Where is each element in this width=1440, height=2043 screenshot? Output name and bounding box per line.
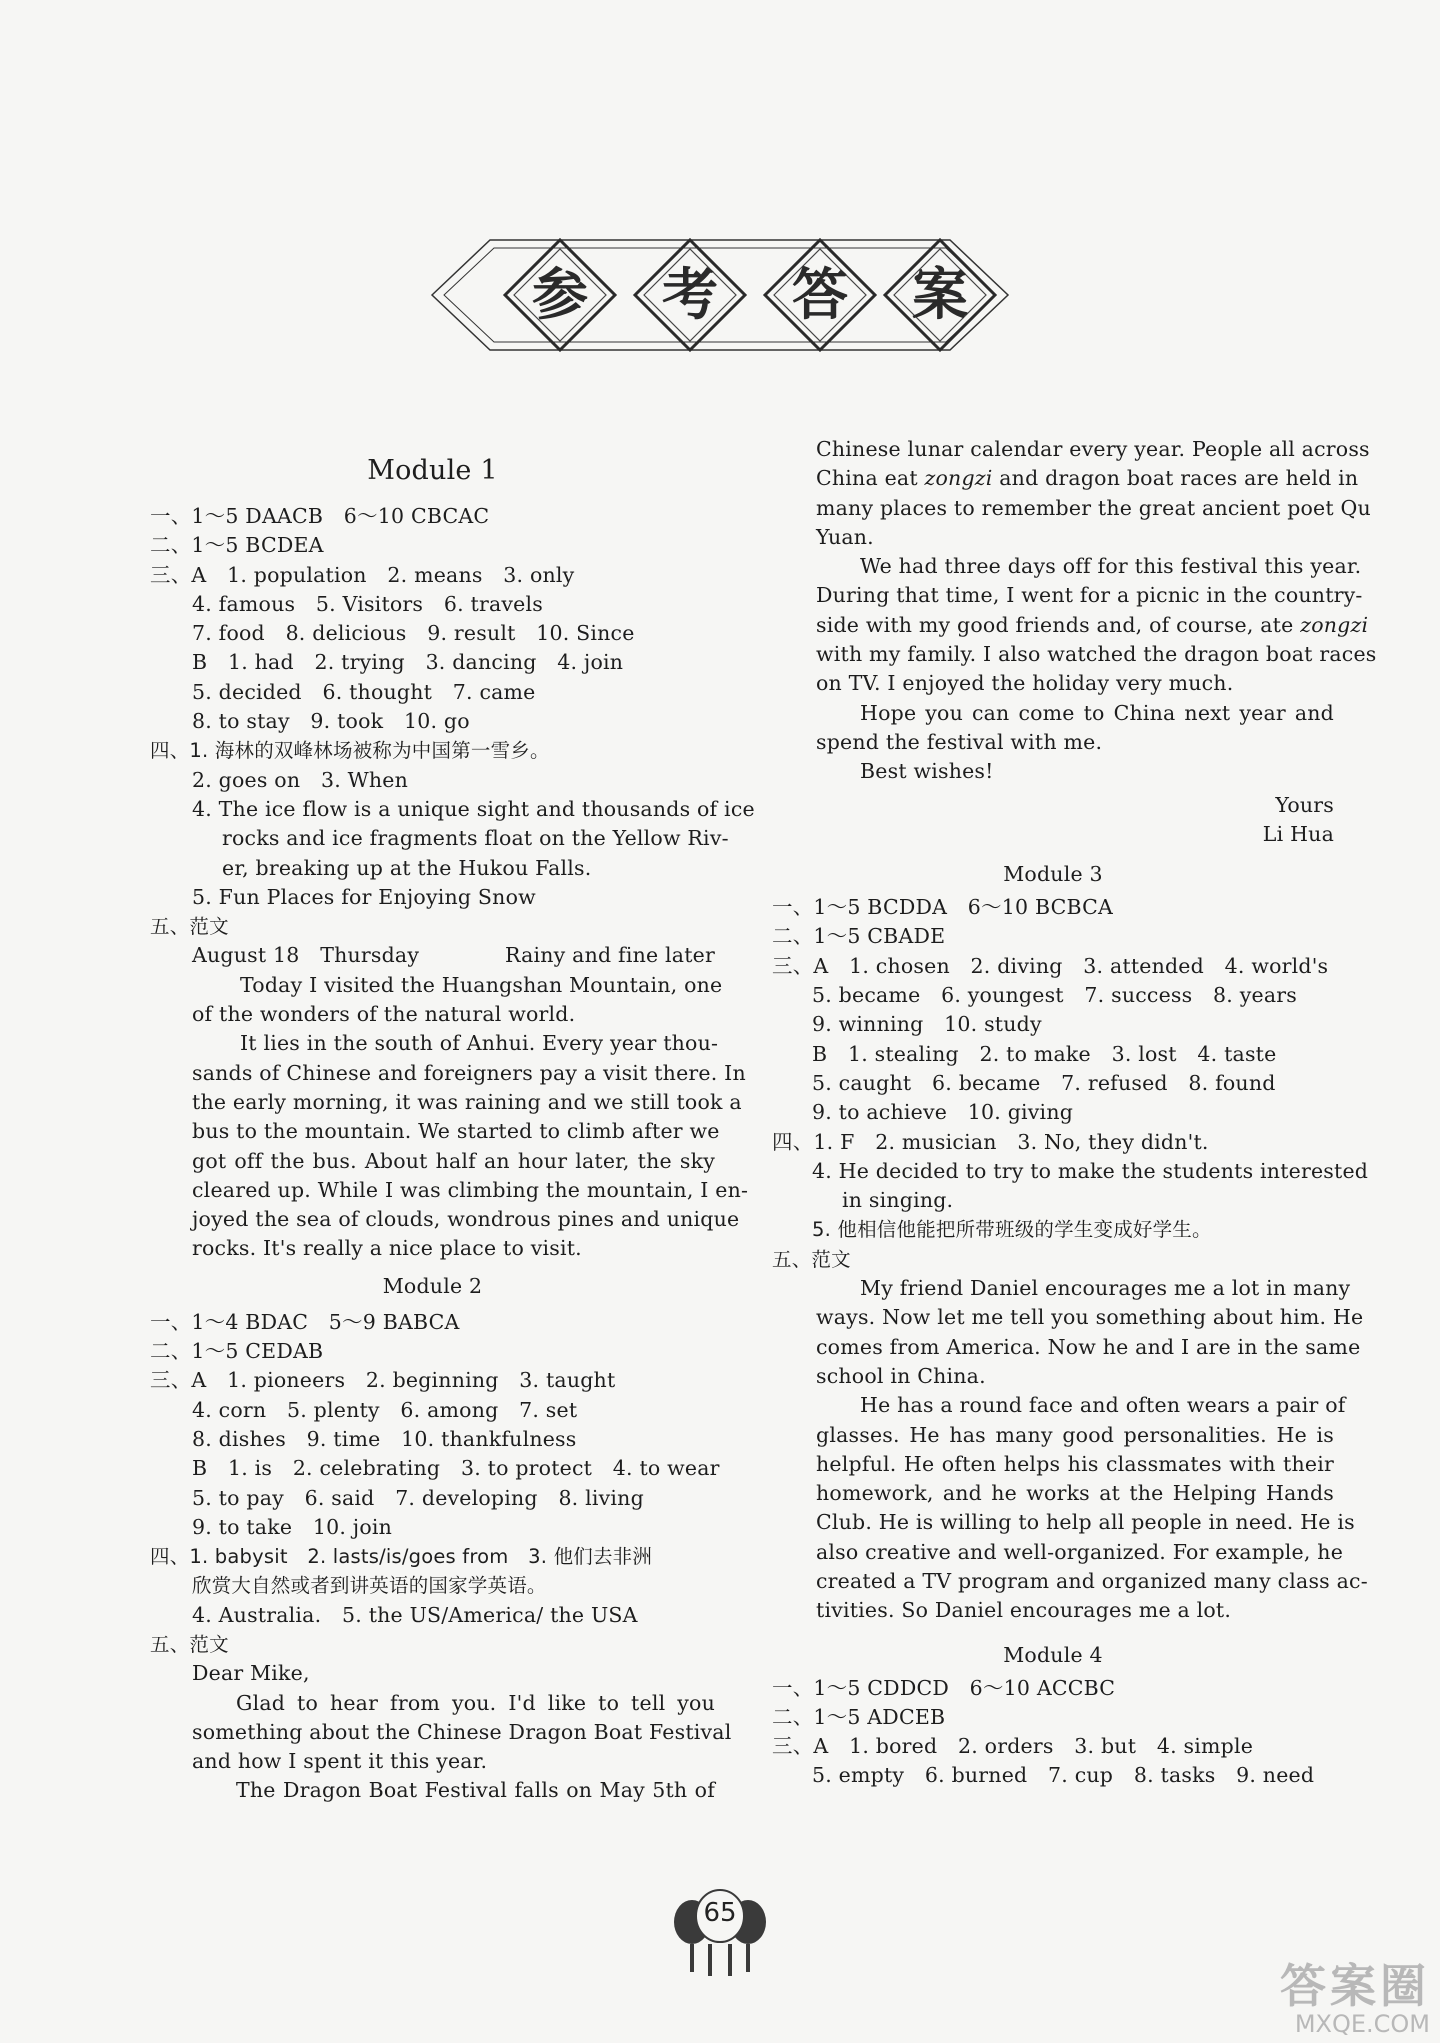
essay-line: joyed the sea of clouds, wondrous pines and unique (192, 1207, 740, 1232)
m1-answer-line: rocks and ice fragments float on the Yellow Riv- (222, 826, 729, 851)
module-3-title: Module 3 (1003, 862, 1103, 887)
m3-answer-line: 9. to achieve 10. giving (812, 1100, 1074, 1125)
module-4-title: Module 4 (1003, 1642, 1103, 1667)
essay-line: Hope you can come to China next year and (860, 700, 1334, 725)
essay-line: ways. Now let me tell you something about him. He (816, 1305, 1364, 1330)
m3-section-2: 二、1～5 CBADE (772, 924, 946, 949)
right-column (772, 435, 1377, 1791)
m1-section-4: 四、1. 海林的双峰林场被称为中国第一雪乡。 (150, 739, 550, 763)
essay-line: also creative and well-organized. For example, he (816, 1539, 1344, 1564)
page-number-text: 65 (703, 1898, 737, 1928)
watermark (1280, 1961, 1430, 2037)
m1-answer-line: 7. food 8. delicious 9. result 10. Since (192, 621, 635, 646)
essay-line: on TV. I enjoyed the holiday very much. (816, 671, 1234, 696)
m3-answer-line: 5. became 6. youngest 7. success 8. years (812, 983, 1297, 1008)
essay-line: Glad to hear from you. I'd like to tell you (236, 1690, 715, 1715)
diary-header (150, 941, 715, 970)
m3-section-1: 一、1～5 BCDDA 6～10 BCBCA (772, 895, 1114, 920)
essay-line: comes from America. Now he and I are in the same (816, 1334, 1361, 1359)
header-char-3: 答 (792, 262, 848, 328)
essay-line: We had three days off for this festival this year. (860, 554, 1362, 579)
m1-answer-line: 2. goes on 3. When (192, 767, 409, 792)
m3-section-3b: B 1. stealing 2. to make 3. lost 4. taste (812, 1041, 1277, 1066)
diary-weather: Rainy and fine later (505, 943, 715, 968)
essay-line: school in China. (816, 1363, 986, 1388)
essay-line: bus to the mountain. We started to climb after we (192, 1119, 720, 1144)
diary-date: August 18 Thursday (192, 943, 420, 968)
essay-line: rocks. It's really a nice place to visit. (192, 1236, 582, 1261)
m1-section-1: 一、1～5 DAACB 6～10 CBCAC (150, 504, 490, 528)
letter-signature: Li Hua (1262, 821, 1334, 846)
essay-line: and how I spent it this year. (192, 1749, 488, 1774)
m1-section-2: 二、1～5 BCDEA (150, 533, 324, 558)
m1-section-3a: 三、A 1. population 2. means 3. only (150, 562, 575, 587)
m1-section-5: 五、范文 (150, 915, 229, 939)
essay-line: with my family. I also watched the dragon boat races (816, 642, 1377, 667)
header-banner (430, 230, 1010, 360)
m3-answer-line: 4. He decided to try to make the students interested (812, 1158, 1369, 1183)
letter-greeting: Dear Mike, (192, 1661, 310, 1686)
m3-answer-line: 5. 他相信他能把所带班级的学生变成好学生。 (812, 1218, 1212, 1242)
essay-line: Club. He is willing to help all people in need. He is (816, 1510, 1355, 1535)
m2-section-3a: 三、A 1. pioneers 2. beginning 3. taught (150, 1368, 616, 1393)
essay-line: something about the Chinese Dragon Boat Festival (192, 1719, 732, 1744)
essay-line: got off the bus. About half an hour later, the sky (192, 1148, 715, 1173)
left-column (150, 440, 755, 1806)
m4-section-2: 二、1～5 ADCEB (772, 1704, 946, 1729)
m1-section-3b: B 1. had 2. trying 3. dancing 4. join (192, 650, 624, 675)
letter-yours: Yours (1275, 792, 1334, 817)
essay-line: My friend Daniel encourages me a lot in many (860, 1276, 1351, 1301)
watermark-url: MXQE.COM (1294, 2010, 1430, 2038)
m1-answer-line: 5. decided 6. thought 7. came (192, 679, 536, 704)
essay-line: The Dragon Boat Festival falls on May 5th of (236, 1778, 715, 1803)
m4-answer-line: 5. empty 6. burned 7. cup 8. tasks 9. need (812, 1763, 1315, 1788)
m2-section-3b: B 1. is 2. celebrating 3. to protect 4. to wear (192, 1456, 720, 1481)
essay-line: created a TV program and organized many class ac- (816, 1568, 1368, 1593)
m4-section-3a: 三、A 1. bored 2. orders 3. but 4. simple (772, 1734, 1254, 1759)
m3-answer-line: in singing. (842, 1188, 954, 1213)
essay-line: glasses. He has many good personalities. He is (816, 1422, 1334, 1447)
watermark-logo-text: 答案圈 (1280, 1959, 1430, 2013)
essay-line: sands of Chinese and foreigners pay a visit there. In (192, 1060, 746, 1085)
m2-answer-line: 欣赏大自然或者到讲英语的国家学英语。 (192, 1574, 547, 1598)
module-2-title: Module 2 (382, 1273, 483, 1298)
page-number (670, 1882, 770, 2002)
header-char-2: 考 (662, 262, 718, 328)
header-char-4: 案 (912, 262, 968, 328)
m3-answer-line: 9. winning 10. study (812, 1012, 1042, 1037)
essay-line: spend the festival with me. (816, 729, 1103, 754)
m2-answer-line: 4. corn 5. plenty 6. among 7. set (192, 1397, 578, 1422)
m2-section-1: 一、1～4 BDAC 5～9 BABCA (150, 1309, 460, 1334)
essay-line: During that time, I went for a picnic in the country- (816, 583, 1363, 608)
m1-answer-line: 4. famous 5. Visitors 6. travels (192, 591, 543, 616)
essay-line: Chinese lunar calendar every year. People all across (816, 437, 1370, 461)
m3-section-4: 四、1. F 2. musician 3. No, they didn't. (772, 1129, 1209, 1154)
m2-answer-line: 5. to pay 6. said 7. developing 8. living (192, 1485, 644, 1510)
m2-answer-line: 8. dishes 9. time 10. thankfulness (192, 1426, 577, 1451)
m2-section-2: 二、1～5 CEDAB (150, 1339, 324, 1364)
essay-line: side with my good friends and, of course, ate zongzi (816, 612, 1369, 637)
m2-answer-line: 4. Australia. 5. the US/America/ the USA (192, 1602, 638, 1627)
m2-answer-line: 9. to take 10. join (192, 1514, 393, 1539)
essay-line: of the wonders of the natural world. (192, 1002, 576, 1027)
m4-section-1: 一、1～5 CDDCD 6～10 ACCBC (772, 1675, 1116, 1700)
m2-section-5: 五、范文 (150, 1632, 229, 1656)
m2-section-4: 四、1. babysit 2. lasts/is/goes from 3. 他们去非洲 (150, 1545, 653, 1569)
header-char-1: 参 (532, 262, 588, 328)
essay-line: helpful. He often helps his classmates with their (816, 1451, 1334, 1476)
module-1-title: Module 1 (367, 455, 498, 486)
essay-line: the early morning, it was raining and we still took a (192, 1089, 742, 1114)
m1-answer-line: er, breaking up at the Hukou Falls. (222, 855, 592, 880)
m3-answer-line: 5. caught 6. became 7. refused 8. found (812, 1070, 1276, 1095)
essay-line: China eat zongzi and dragon boat races are held in (816, 466, 1359, 491)
m1-answer-line: 8. to stay 9. took 10. go (192, 709, 470, 734)
letter-closing: Best wishes! (860, 759, 994, 784)
essay-line: It lies in the south of Anhui. Every year thou- (240, 1031, 719, 1056)
essay-line: cleared up. While I was climbing the mountain, I en- (192, 1177, 749, 1202)
essay-line: He has a round face and often wears a pair of (860, 1393, 1346, 1418)
essay-line: Yuan. (816, 524, 874, 549)
m3-section-5: 五、范文 (772, 1247, 851, 1271)
essay-line: many places to remember the great ancient poet Qu (816, 495, 1371, 520)
essay-line: Today I visited the Huangshan Mountain, one (240, 972, 723, 997)
m1-answer-line: 5. Fun Places for Enjoying Snow (192, 884, 536, 909)
essay-line: homework, and he works at the Helping Hands (816, 1481, 1334, 1506)
m3-section-3a: 三、A 1. chosen 2. diving 3. attended 4. world's (772, 953, 1329, 978)
m1-answer-line: 4. The ice flow is a unique sight and thousands of ice (192, 796, 755, 821)
essay-line: tivities. So Daniel encourages me a lot. (816, 1598, 1232, 1623)
